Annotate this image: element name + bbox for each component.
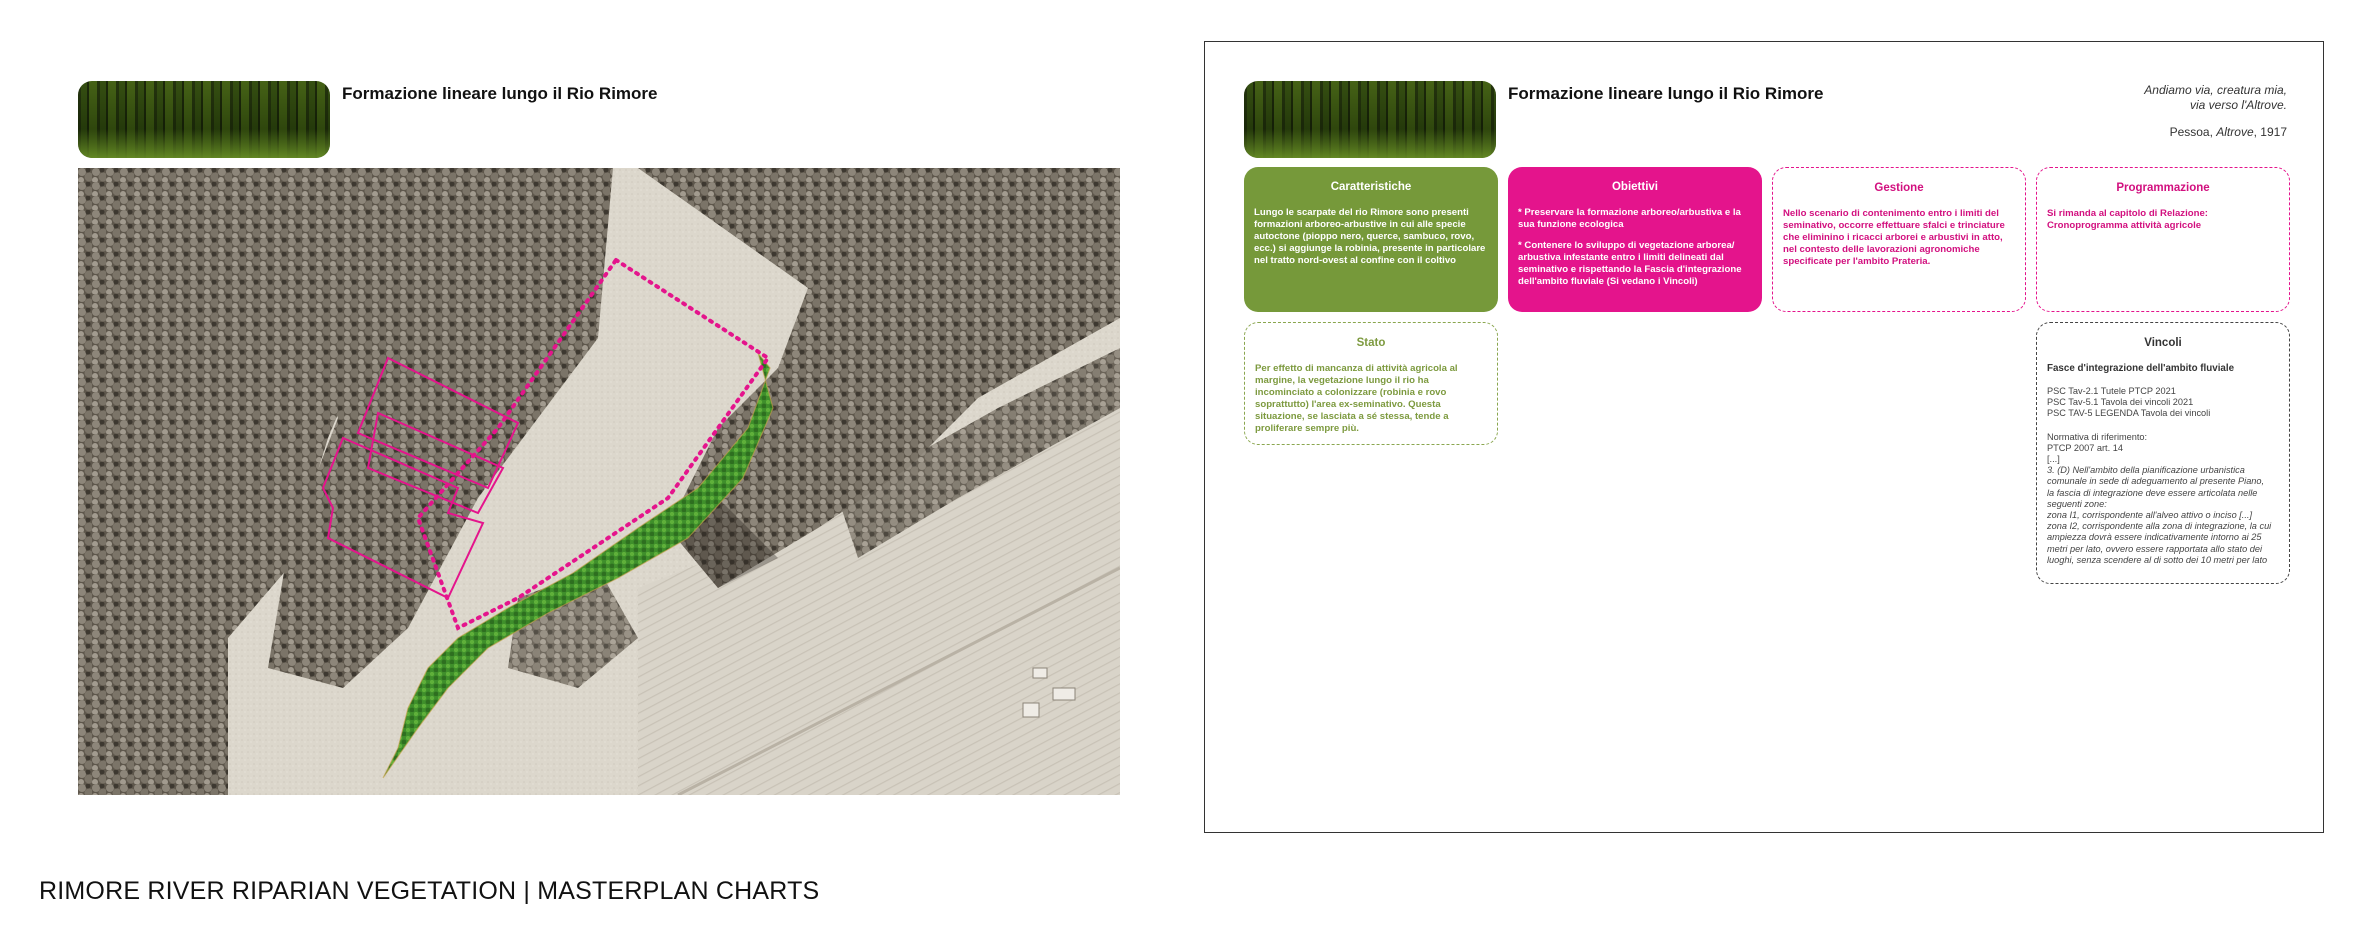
aerial-map-icon <box>78 168 1120 795</box>
card-obiettivi <box>1508 167 1762 312</box>
card-gestione <box>1772 167 2026 312</box>
vincoli-subtitle: Fasce d'integrazione dell'ambito fluviale <box>2047 363 2235 374</box>
vincoli-norm-line-2: comunale in sede di adeguamento al presente Piano, <box>2047 476 2265 487</box>
card-gestione-body: Nello scenario di contenimento entro i limiti del seminativo, occorre effettuare sfalci e trinciature che eliminino i ricacci arborei e arbustivi in atto, nel contesto delle lavorazioni agronomiche specificate per l'ambito Prateria. <box>1783 208 2005 267</box>
card-stato-body: Per effetto di mancanza di attività agricola al margine, la vegetazione lungo il rio ha incominciato a colonizzare (robinia e rovo soprattutto) l'area ex-seminativo. Questa situazione, se lasciata a sé stessa, tende a proliferare sempre più. <box>1255 363 1458 434</box>
vincoli-norm-line-3: la fascia di integrazione deve essere articolata nelle <box>2047 487 2258 498</box>
quote-credit <box>1987 125 2287 139</box>
quote-line-2: via verso l'Altrove. <box>2190 98 2287 112</box>
credit-year: , 1917 <box>2253 125 2287 139</box>
vincoli-ref-1: PSC Tav-2.1 Tutele PTCP 2021 <box>2047 386 2176 396</box>
card-programmazione <box>2036 167 2290 312</box>
card-obiettivi-bullet-1: * Preservare la formazione arboreo/arbustiva e la sua funzione ecologica <box>1518 207 1741 230</box>
quote-block <box>1987 83 2287 139</box>
card-programmazione-title: Programmazione <box>2116 182 2210 194</box>
vincoli-norm-line-8: metri per lato, ovvero essere rapportata allo stato dei <box>2047 543 2262 554</box>
card-gestione-title: Gestione <box>1874 182 1924 194</box>
page-caption: RIMORE RIVER RIPARIAN VEGETATION | MASTERPLAN CHARTS <box>39 877 820 905</box>
vincoli-norm-line-9: luoghi, senza scendere al di sotto dei 10 metri per lato <box>2047 554 2268 565</box>
vincoli-norm-ref: PTCP 2007 art. 14 <box>2047 442 2123 453</box>
credit-author: Pessoa, <box>2169 125 2217 139</box>
vincoli-norm-title: Normativa di riferimento: <box>2047 431 2148 442</box>
right-sheet-title: Formazione lineare lungo il Rio Rimore <box>1508 84 1824 103</box>
vincoli-norm-line-1: 3. (D) Nell'ambito della pianificazione urbanistica <box>2047 465 2245 476</box>
vincoli-norm-line-4: seguenti zone: <box>2047 498 2107 509</box>
credit-work: Altrove <box>2216 125 2254 139</box>
vincoli-norm-line-6: zona I2, corrispondente alla zona di integrazione, la cui <box>2047 521 2272 532</box>
vincoli-norm-line-5: zona I1, corrispondente all'alveo attivo o inciso [...] <box>2047 510 2253 521</box>
card-stato <box>1244 322 1498 445</box>
card-caratteristiche-title: Caratteristiche <box>1330 181 1412 193</box>
left-sheet-title: Formazione lineare lungo il Rio Rimore <box>342 84 658 103</box>
vegetation-photo-thumbnail-right <box>1244 81 1496 158</box>
card-caratteristiche-body: Lungo le scarpate del rio Rimore sono presenti formazioni arboreo-arbustive in cui alle specie autoctone (pioppo nero, querce, sambuco, rovo, ecc.) si aggiunge la robinia, presente in particolare nel tratto nord-ovest al confine con il coltivo <box>1254 207 1486 266</box>
aerial-map <box>78 168 1120 795</box>
card-obiettivi-bullet-2: * Contenere lo sviluppo di vegetazione arborea/ arbustiva infestante entro i limiti delineati dal seminativo e rispettando la Fascia d'integrazione dell'ambito fluviale (Si vedano i Vincoli) <box>1518 240 1742 287</box>
vegetation-photo-thumbnail <box>78 81 330 158</box>
quote-line-1: Andiamo via, creatura mia, <box>2144 83 2287 97</box>
card-vincoli <box>2036 322 2290 584</box>
card-obiettivi-title: Obiettivi <box>1611 181 1658 193</box>
vincoli-norm-line-7: ampiezza dovrà essere indicativamente intorno ai 25 <box>2047 532 2262 543</box>
card-vincoli-title: Vincoli <box>2144 337 2182 349</box>
card-caratteristiche <box>1244 167 1498 312</box>
vincoli-ref-2: PSC Tav-5.1 Tavola dei vincoli 2021 <box>2047 397 2194 408</box>
card-stato-title: Stato <box>1356 337 1386 349</box>
vincoli-ref-3: PSC TAV-5 LEGENDA Tavola dei vincoli <box>2047 408 2211 419</box>
card-programmazione-body: Si rimanda al capitolo di Relazione: Cronoprogramma attività agricole <box>2047 208 2208 231</box>
vincoli-ellipsis: [...] <box>2047 454 2060 465</box>
